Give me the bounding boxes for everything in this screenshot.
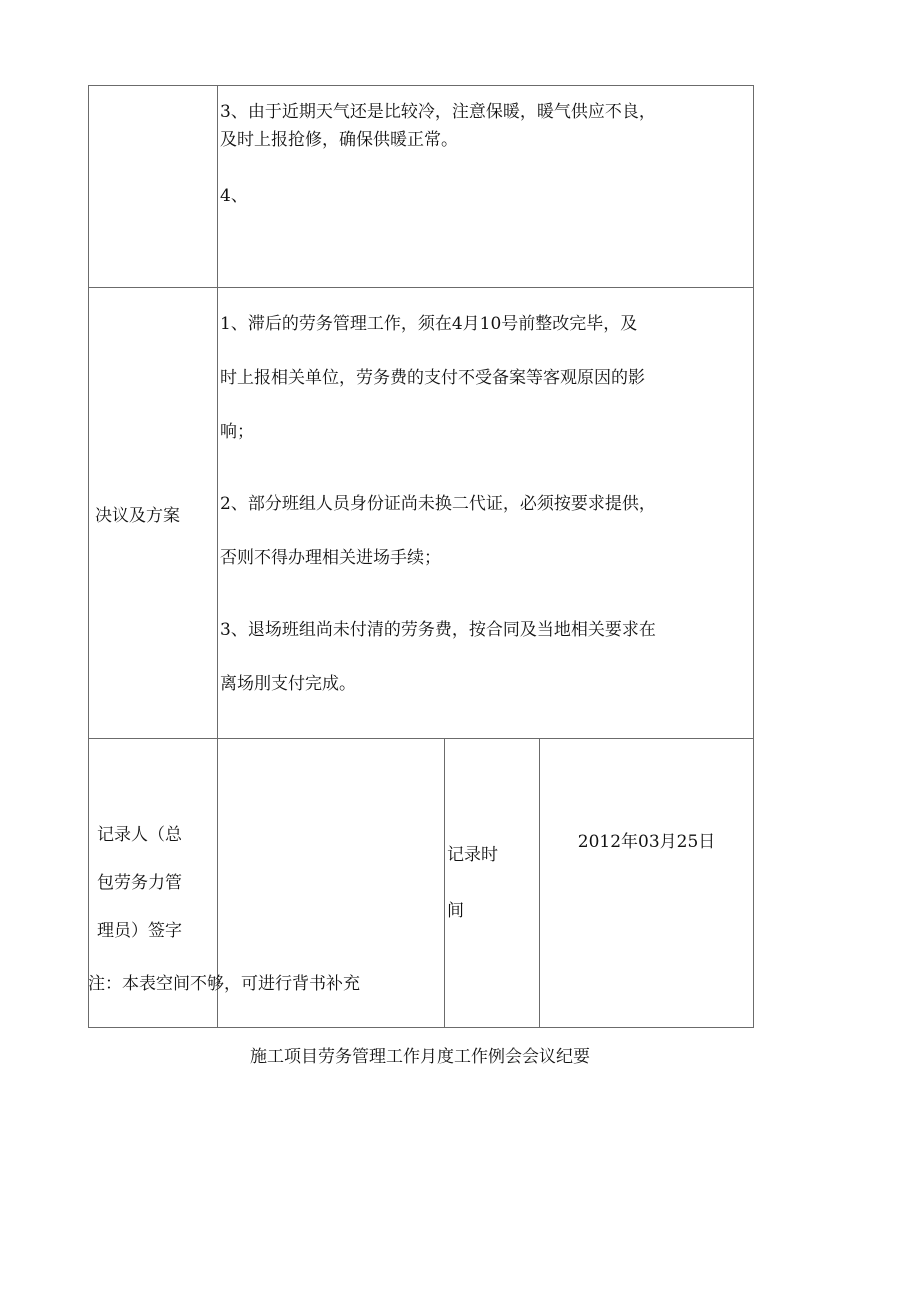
resolution-item-line: 时上报相关单位，劳务费的支付不受备案等客观原因的影 xyxy=(220,368,645,388)
resolution-item-line: 1、滞后的劳务管理工作，须在4月10号前整改完毕，及 xyxy=(220,314,638,334)
recorder-label-line: 包劳务力管 xyxy=(97,873,182,893)
resolution-label-cell xyxy=(89,288,218,739)
table-row xyxy=(89,288,754,739)
content-line: 及时上报抢修，确保供暖正常。 xyxy=(220,130,458,150)
content-cell-continuation xyxy=(218,86,754,288)
resolution-item-line: 否则不得办理相关进场手续； xyxy=(220,548,441,568)
resolution-item-line: 响； xyxy=(220,422,254,442)
resolution-item-line: 2、部分班组人员身份证尚未换二代证，必须按要求提供， xyxy=(220,494,656,514)
recorder-label-line: 记录人（总 xyxy=(97,825,182,845)
document-title: 施工项目劳务管理工作月度工作例会会议纪要 xyxy=(250,1047,590,1067)
resolution-item-line: 离场刖支付完成。 xyxy=(220,674,356,694)
content-line: 3、由于近期天气还是比较冷，注意保暖，暖气供应不良， xyxy=(220,102,656,122)
resolution-content-cell xyxy=(218,288,754,739)
record-date: 2012年03月25日 xyxy=(577,832,716,852)
table-row xyxy=(89,86,754,288)
record-time-label-line: 记录时 xyxy=(447,845,498,865)
recorder-label-line: 理员）签字 xyxy=(97,921,182,941)
record-date-cell xyxy=(540,739,754,1028)
content-line: 4、 xyxy=(220,186,248,206)
resolution-label: 决议及方案 xyxy=(95,505,180,526)
resolution-item-line: 3、退场班组尚未付清的劳务费，按合同及当地相关要求在 xyxy=(220,620,656,640)
table-note: 注：本表空间不够，可进行背书补充 xyxy=(88,974,360,994)
row-label-empty xyxy=(89,86,218,288)
record-time-label-line: 间 xyxy=(447,901,464,921)
meeting-minutes-table xyxy=(88,85,754,1028)
record-time-label-cell xyxy=(445,739,540,1028)
